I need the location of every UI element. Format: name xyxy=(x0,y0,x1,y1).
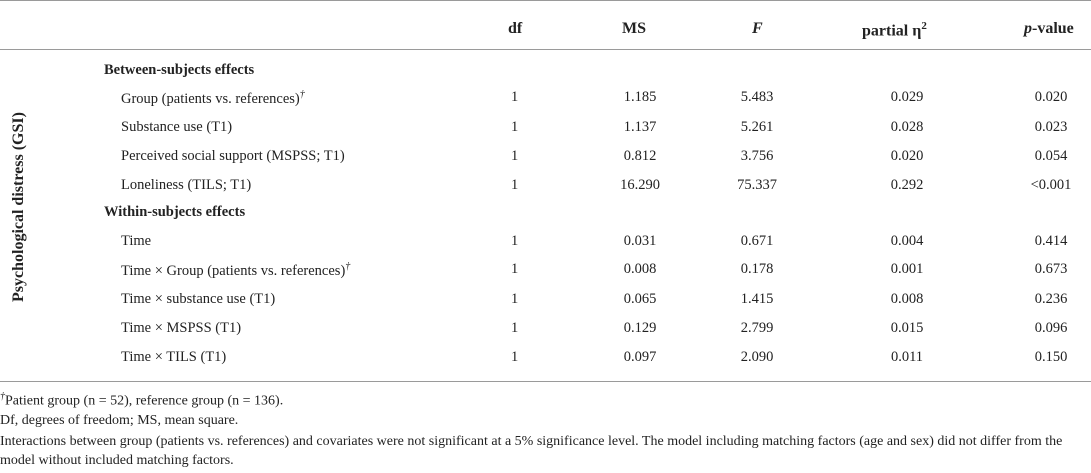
table-row xyxy=(0,85,1091,111)
cell-f: 5.483 xyxy=(740,89,774,105)
col-header-df: df xyxy=(508,20,523,37)
cell-eta: 0.011 xyxy=(890,349,924,365)
table-row xyxy=(0,316,1091,342)
row-label: Perceived social support (MSPSS; T1) xyxy=(121,148,345,164)
cell-f: 0.178 xyxy=(740,261,774,277)
row-label: Time xyxy=(121,233,152,249)
table-row xyxy=(0,257,1091,283)
cell-eta: 0.029 xyxy=(890,89,924,105)
cell-df: 1 xyxy=(511,119,519,135)
footnote-dagger-symbol: † xyxy=(0,391,5,402)
partial-eta-text: partial η xyxy=(862,22,922,40)
cell-f: 0.671 xyxy=(740,233,774,249)
cell-eta: 0.004 xyxy=(890,233,924,249)
dagger-mark: † xyxy=(345,261,351,272)
row-label-text: Group (patients vs. references) xyxy=(121,90,300,107)
cell-p: <0.001 xyxy=(1030,177,1072,193)
cell-eta: 0.028 xyxy=(890,119,924,135)
table-top-rule xyxy=(0,0,1091,1)
cell-ms: 1.137 xyxy=(623,119,657,135)
row-label: Time × MSPSS (T1) xyxy=(121,320,242,336)
header-rule xyxy=(0,49,1091,50)
partial-eta-sup: 2 xyxy=(921,20,927,32)
col-header-ms: MS xyxy=(622,20,646,37)
p-value-italic: p xyxy=(1024,20,1032,37)
cell-ms: 0.812 xyxy=(623,148,657,164)
row-label: Substance use (T1) xyxy=(121,119,233,135)
cell-eta: 0.015 xyxy=(890,320,924,336)
cell-df: 1 xyxy=(511,320,519,336)
cell-df: 1 xyxy=(511,261,519,277)
cell-p: 0.054 xyxy=(1034,148,1068,164)
table-row xyxy=(0,144,1091,170)
row-label xyxy=(121,261,350,280)
col-header-p-value xyxy=(1024,20,1074,38)
row-label: Time × TILS (T1) xyxy=(121,349,227,365)
cell-ms: 0.008 xyxy=(623,261,657,277)
table-row xyxy=(0,115,1091,141)
row-label-text: Time × Group (patients vs. references) xyxy=(121,262,346,279)
table-row xyxy=(0,287,1091,313)
cell-ms: 1.185 xyxy=(623,89,657,105)
cell-f: 75.337 xyxy=(737,177,777,193)
cell-df: 1 xyxy=(511,233,519,249)
cell-f: 3.756 xyxy=(740,148,774,164)
p-value-rest: -value xyxy=(1032,20,1074,37)
row-label: Loneliness (TILS; T1) xyxy=(121,177,252,193)
cell-f: 1.415 xyxy=(740,291,774,307)
cell-f: 2.090 xyxy=(740,349,774,365)
cell-p: 0.673 xyxy=(1034,261,1068,277)
col-header-f-text: F xyxy=(752,20,763,37)
row-label: Time × substance use (T1) xyxy=(121,291,276,307)
section-title-between: Between-subjects effects xyxy=(104,62,255,78)
col-header-f xyxy=(752,20,763,38)
cell-ms: 0.031 xyxy=(623,233,657,249)
dagger-mark: † xyxy=(299,89,305,100)
dependent-variable-label: Psychological distress (GSI) xyxy=(10,112,27,302)
cell-ms: 0.129 xyxy=(623,320,657,336)
cell-p: 0.020 xyxy=(1034,89,1068,105)
section-title-within: Within-subjects effects xyxy=(104,204,246,220)
cell-f: 5.261 xyxy=(740,119,774,135)
cell-p: 0.096 xyxy=(1034,320,1068,336)
cell-ms: 16.290 xyxy=(620,177,660,193)
cell-eta: 0.008 xyxy=(890,291,924,307)
cell-ms: 0.097 xyxy=(623,349,657,365)
table-row xyxy=(0,173,1091,199)
cell-eta: 0.292 xyxy=(890,177,924,193)
footnote-interactions: Interactions between group (patients vs. references) and covariates were not significant at a 5% significance level. The model including matching factors (age and sex) did not differ from the model without included matching factors. xyxy=(0,434,1063,468)
footnote-abbreviations: Df, degrees of freedom; MS, mean square. xyxy=(0,413,239,428)
cell-p: 0.150 xyxy=(1034,349,1068,365)
table-row xyxy=(0,229,1091,255)
cell-p: 0.236 xyxy=(1034,291,1068,307)
cell-eta: 0.001 xyxy=(890,261,924,277)
cell-ms: 0.065 xyxy=(623,291,657,307)
row-label xyxy=(121,89,305,108)
cell-df: 1 xyxy=(511,148,519,164)
cell-df: 1 xyxy=(511,177,519,193)
cell-p: 0.023 xyxy=(1034,119,1068,135)
cell-eta: 0.020 xyxy=(890,148,924,164)
cell-df: 1 xyxy=(511,89,519,105)
footnote-dagger-text: Patient group (n = 52), reference group (n = 136). xyxy=(5,393,284,409)
footnote-dagger xyxy=(0,391,283,410)
cell-df: 1 xyxy=(511,291,519,307)
table-row xyxy=(0,345,1091,371)
cell-df: 1 xyxy=(511,349,519,365)
col-header-partial-eta xyxy=(862,20,927,40)
table-bottom-rule xyxy=(0,381,1091,382)
cell-f: 2.799 xyxy=(740,320,774,336)
cell-p: 0.414 xyxy=(1034,233,1068,249)
